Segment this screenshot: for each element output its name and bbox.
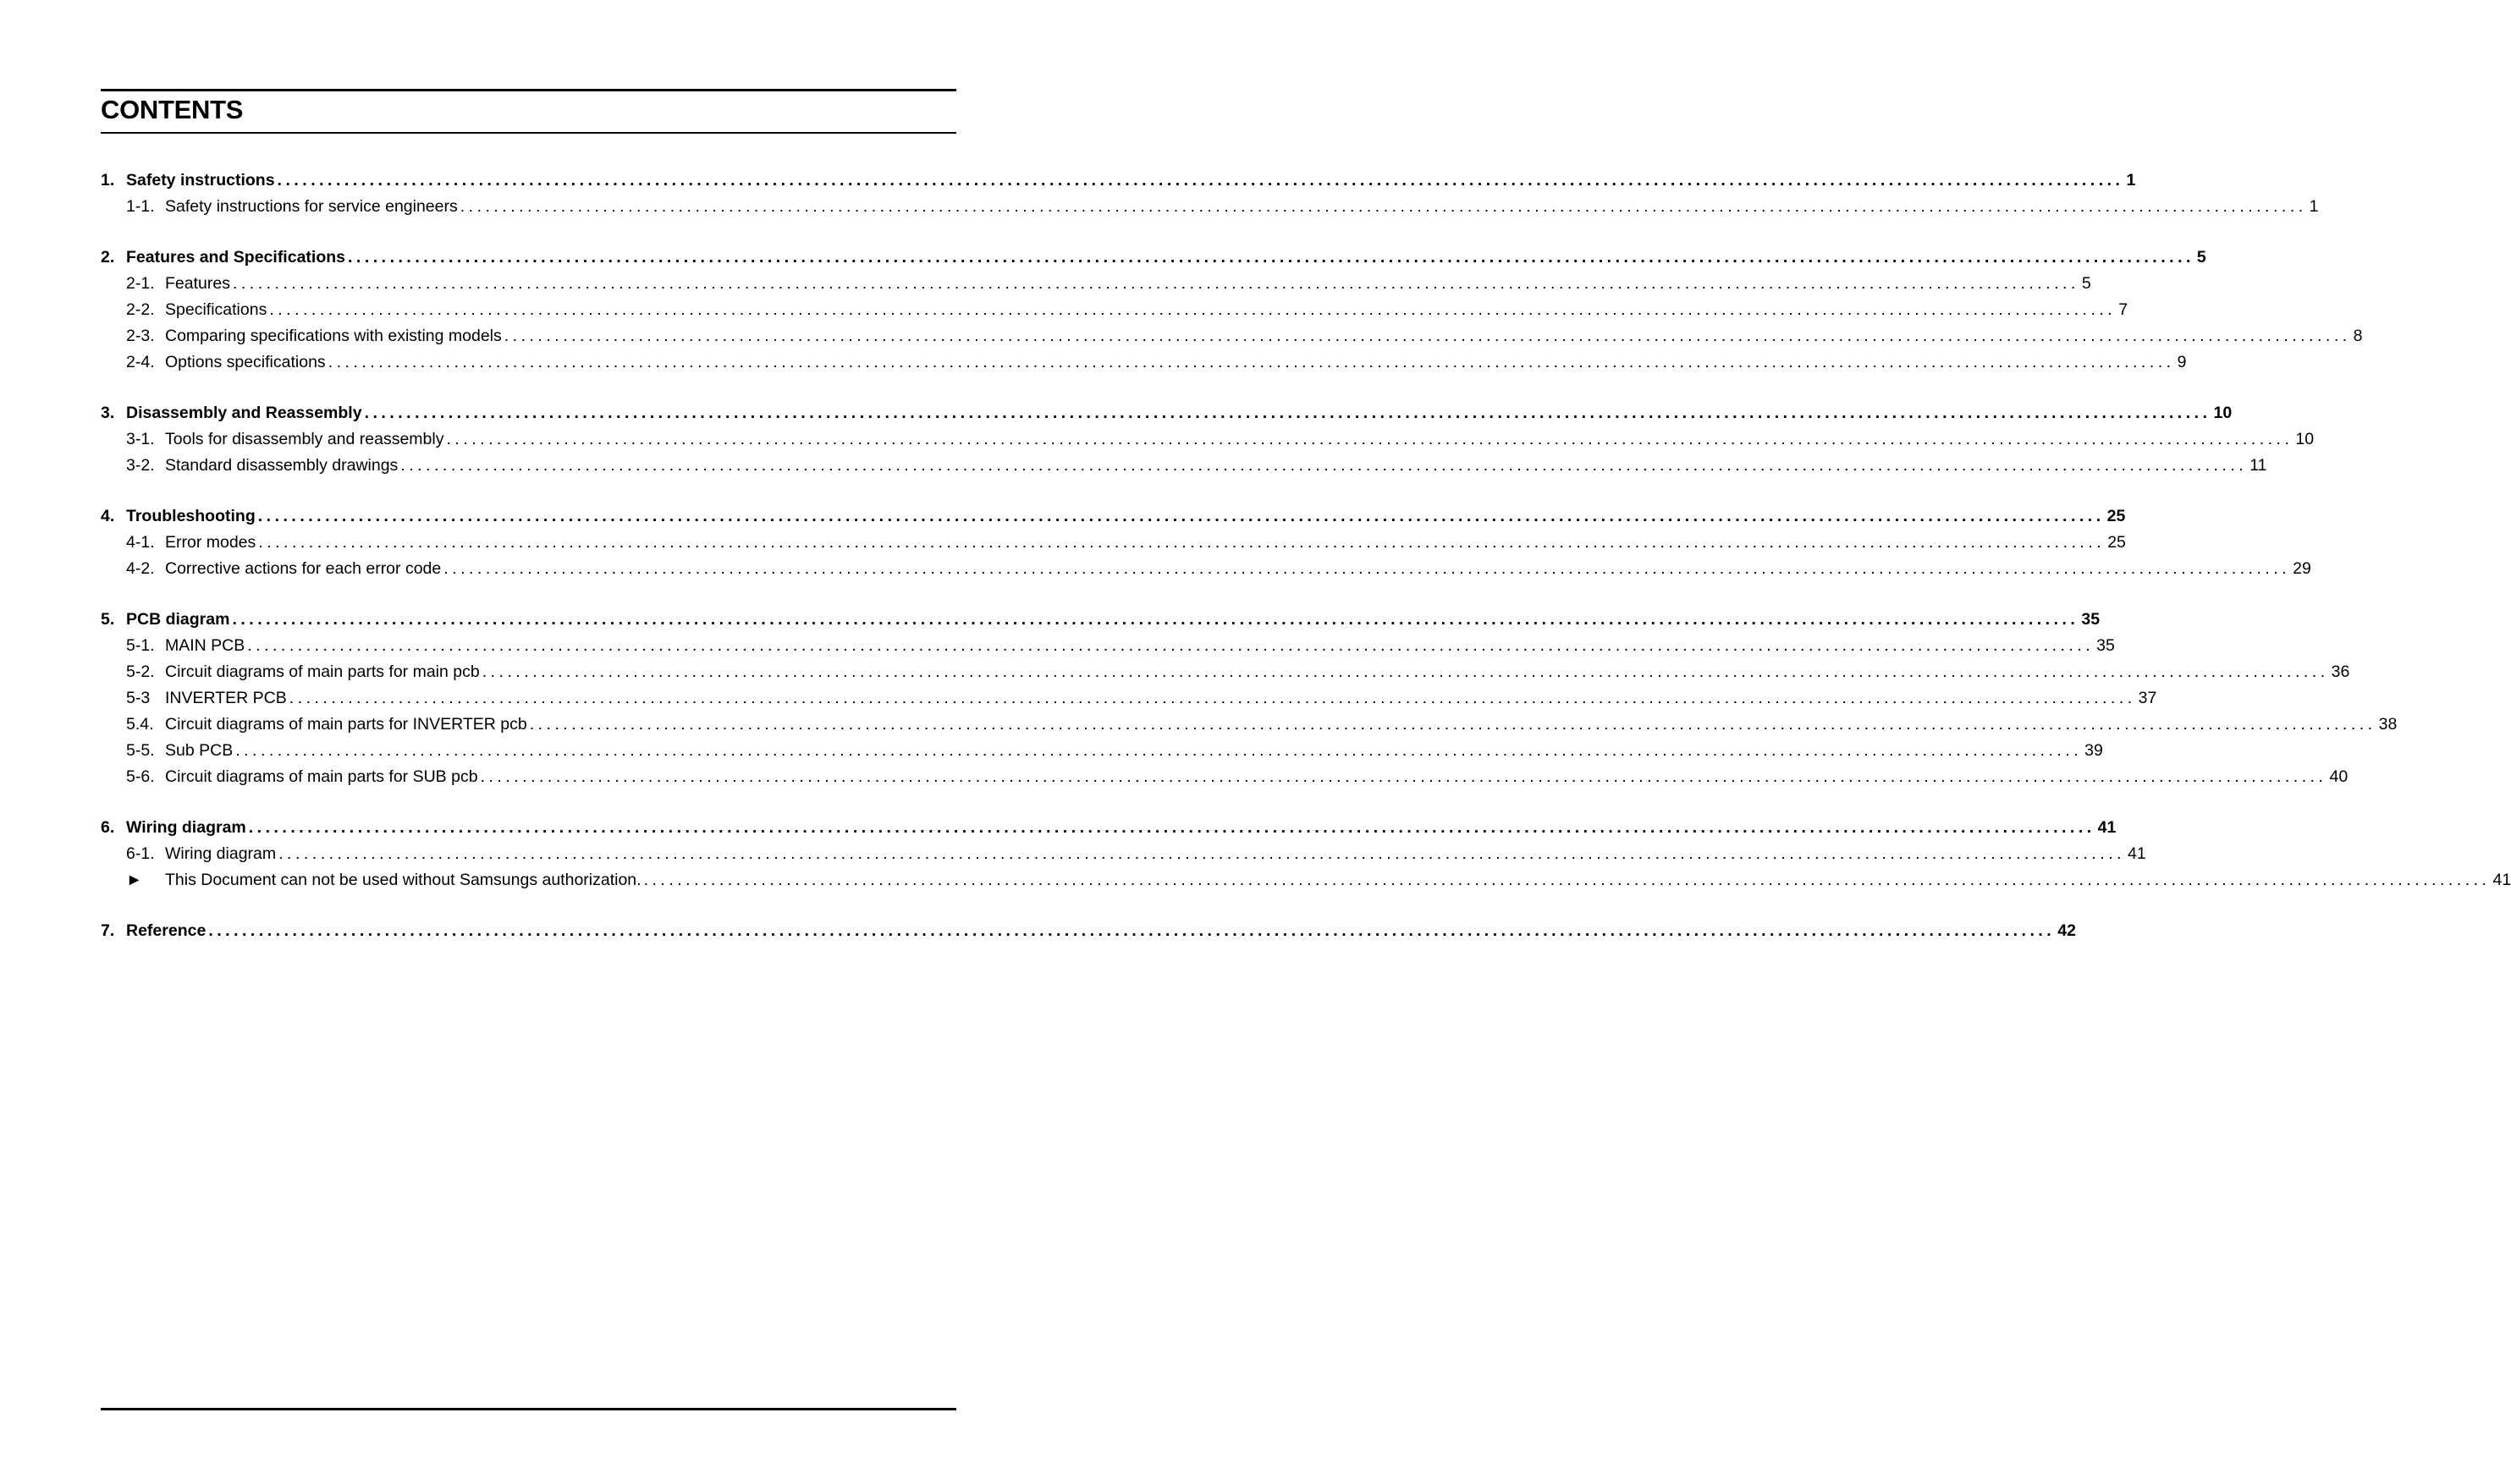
toc-number: 2-1. bbox=[126, 274, 155, 293]
toc-subsection-entry[interactable] bbox=[101, 685, 2157, 712]
toc-title: Sub PCB bbox=[165, 741, 234, 760]
dot-leader: ............................................................................................................................................................................................................................ bbox=[289, 689, 2136, 707]
toc-title: Circuit diagrams of main parts for SUB pcb bbox=[165, 767, 478, 786]
toc-title: Reference bbox=[126, 921, 206, 940]
toc-page-number: 35 bbox=[2081, 610, 2101, 629]
dot-leader: ............................................................................................................................................................................................................................ bbox=[232, 610, 2079, 629]
toc-title: Circuit diagrams of main parts for main pcb bbox=[165, 662, 480, 681]
bottom-rule bbox=[101, 1408, 956, 1410]
toc-page-number: 35 bbox=[2096, 636, 2115, 655]
dot-leader: ............................................................................................................................................................................................................................ bbox=[278, 844, 2126, 863]
dot-leader: ............................................................................................................................................................................................................................ bbox=[248, 818, 2095, 837]
toc-title: Error modes bbox=[165, 533, 256, 552]
toc-subsection-entry[interactable] bbox=[101, 738, 2103, 764]
toc-number: 4. bbox=[101, 507, 115, 525]
toc-number: 3-2. bbox=[126, 456, 155, 475]
toc-page-number: 39 bbox=[2084, 741, 2103, 760]
toc-number: 7. bbox=[101, 921, 115, 940]
toc-section bbox=[101, 607, 2398, 790]
toc-title: Features bbox=[165, 274, 230, 293]
dot-leader: ............................................................................................................................................................................................................................ bbox=[328, 353, 2175, 371]
toc-title: Specifications bbox=[165, 300, 267, 319]
dot-leader: ............................................................................................................................................................................................................................ bbox=[400, 456, 2248, 475]
toc-number: 1. bbox=[101, 171, 115, 190]
toc-page-number: 10 bbox=[2213, 404, 2233, 422]
toc-number: 5. bbox=[101, 610, 115, 629]
toc-title: Circuit diagrams of main parts for INVERTER pcb bbox=[165, 715, 527, 734]
dot-leader: ............................................................................................................................................................................................................................ bbox=[529, 715, 2376, 734]
dot-leader: ............................................................................................................................................................................................................................ bbox=[460, 197, 2307, 216]
top-rule bbox=[101, 89, 956, 91]
toc-subsection-entry[interactable] bbox=[101, 426, 2315, 453]
toc-title: Corrective actions for each error code bbox=[165, 559, 442, 578]
toc-subsection-entry[interactable] bbox=[101, 297, 2128, 323]
toc-chapter-entry[interactable] bbox=[101, 607, 2101, 633]
toc-number: 2-2. bbox=[126, 300, 155, 319]
toc-page-number: 42 bbox=[2057, 921, 2076, 940]
toc-subsection-entry[interactable] bbox=[101, 271, 2091, 297]
dot-leader: ............................................................................................................................................................................................................................ bbox=[643, 871, 2491, 889]
toc-number: 2-4. bbox=[126, 353, 155, 371]
toc-subsection-entry[interactable] bbox=[101, 712, 2398, 738]
toc-page-number: 37 bbox=[2138, 689, 2157, 707]
toc-title: Comparing specifications with existing models bbox=[165, 327, 502, 345]
dot-leader: ............................................................................................................................................................................................................................ bbox=[504, 327, 2351, 345]
toc-section bbox=[101, 245, 2363, 376]
dot-leader: ............................................................................................................................................................................................................................ bbox=[348, 248, 2194, 267]
toc-subsection-entry[interactable] bbox=[101, 556, 2311, 582]
toc-number: 4-2. bbox=[126, 559, 155, 578]
dot-leader: ............................................................................................................................................................................................................................ bbox=[446, 430, 2293, 448]
dot-leader: ............................................................................................................................................................................................................................ bbox=[480, 767, 2327, 786]
toc-subsection-entry[interactable] bbox=[101, 764, 2349, 790]
toc-page-number: 9 bbox=[2177, 353, 2187, 371]
toc-number: 5-5. bbox=[126, 741, 155, 760]
dot-leader: ............................................................................................................................................................................................................................ bbox=[208, 921, 2056, 940]
toc-chapter-entry[interactable] bbox=[101, 400, 2233, 426]
toc-number: 6-1. bbox=[126, 844, 155, 863]
toc-number: 3-1. bbox=[126, 430, 155, 448]
dot-leader: ............................................................................................................................................................................................................................ bbox=[269, 300, 2117, 319]
toc-section bbox=[101, 503, 2311, 582]
toc-page-number: 25 bbox=[2106, 507, 2126, 525]
toc-title: Features and Specifications bbox=[126, 248, 345, 267]
toc-subsection-entry[interactable] bbox=[101, 349, 2187, 376]
toc-number: 5-3 bbox=[126, 689, 151, 707]
toc-subsection-entry[interactable] bbox=[101, 841, 2146, 867]
toc-subsection-entry[interactable] bbox=[101, 633, 2115, 659]
toc-section bbox=[101, 815, 2511, 893]
toc-number: ► bbox=[126, 871, 143, 889]
toc-page-number: 41 bbox=[2097, 818, 2117, 837]
dot-leader: ............................................................................................................................................................................................................................ bbox=[364, 404, 2211, 422]
toc-subsection-entry[interactable] bbox=[101, 530, 2126, 556]
toc-subsection-entry[interactable] bbox=[101, 867, 2511, 893]
toc-page-number: 1 bbox=[2309, 197, 2319, 216]
toc-title: Safety instructions bbox=[126, 171, 275, 190]
toc-page-number: 25 bbox=[2107, 533, 2126, 552]
toc-page-number: 38 bbox=[2378, 715, 2398, 734]
toc-subsection-entry[interactable] bbox=[101, 194, 2319, 220]
toc-title: INVERTER PCB bbox=[165, 689, 287, 707]
toc-subsection-entry[interactable] bbox=[101, 659, 2350, 685]
toc-page-number: 40 bbox=[2329, 767, 2349, 786]
toc-number: 2. bbox=[101, 248, 115, 267]
toc-section bbox=[101, 918, 2076, 944]
dot-leader: ............................................................................................................................................................................................................................ bbox=[247, 636, 2095, 655]
toc-page-number: 41 bbox=[2492, 871, 2511, 889]
dot-leader: ............................................................................................................................................................................................................................ bbox=[257, 507, 2105, 525]
toc-title: Options specifications bbox=[165, 353, 326, 371]
toc-chapter-entry[interactable] bbox=[101, 815, 2117, 841]
toc-number: 5-1. bbox=[126, 636, 155, 655]
toc-section bbox=[101, 168, 2319, 220]
toc-title: Troubleshooting bbox=[126, 507, 256, 525]
toc-title: MAIN PCB bbox=[165, 636, 245, 655]
toc-section bbox=[101, 400, 2315, 479]
toc-title: Safety instructions for service engineers bbox=[165, 197, 458, 216]
toc-page-number: 36 bbox=[2331, 662, 2350, 681]
toc-page-number: 11 bbox=[2249, 456, 2267, 475]
table-of-contents bbox=[101, 168, 2511, 969]
dot-leader: ............................................................................................................................................................................................................................ bbox=[443, 559, 2291, 578]
toc-number: 3. bbox=[101, 404, 115, 422]
toc-page-number: 10 bbox=[2295, 430, 2315, 448]
toc-number: 5.4. bbox=[126, 715, 154, 734]
toc-page-number: 41 bbox=[2128, 844, 2146, 863]
toc-number: 2-3. bbox=[126, 327, 155, 345]
toc-page-number: 5 bbox=[2196, 248, 2206, 267]
dot-leader: ............................................................................................................................................................................................................................ bbox=[277, 171, 2124, 190]
toc-page-number: 29 bbox=[2293, 559, 2311, 578]
toc-subsection-entry[interactable] bbox=[101, 323, 2363, 349]
toc-chapter-entry[interactable] bbox=[101, 168, 2136, 194]
toc-title: This Document can not be used without Samsungs authorization. bbox=[165, 871, 642, 889]
toc-title: Wiring diagram bbox=[165, 844, 277, 863]
toc-page-number: 1 bbox=[2126, 171, 2136, 190]
toc-chapter-entry[interactable] bbox=[101, 245, 2206, 271]
dot-leader: ............................................................................................................................................................................................................................ bbox=[232, 274, 2079, 293]
toc-title: Standard disassembly drawings bbox=[165, 456, 399, 475]
toc-number: 4-1. bbox=[126, 533, 155, 552]
toc-title: PCB diagram bbox=[126, 610, 230, 629]
toc-title: Tools for disassembly and reassembly bbox=[165, 430, 444, 448]
dot-leader: ............................................................................................................................................................................................................................ bbox=[482, 662, 2329, 681]
toc-page-number: 7 bbox=[2118, 300, 2128, 319]
dot-leader: ............................................................................................................................................................................................................................ bbox=[258, 533, 2106, 552]
toc-chapter-entry[interactable] bbox=[101, 918, 2076, 944]
toc-chapter-entry[interactable] bbox=[101, 503, 2126, 530]
toc-number: 1-1. bbox=[126, 197, 155, 216]
toc-number: 5-2. bbox=[126, 662, 155, 681]
toc-subsection-entry[interactable] bbox=[101, 453, 2267, 479]
toc-title: Disassembly and Reassembly bbox=[126, 404, 362, 422]
toc-title: Wiring diagram bbox=[126, 818, 246, 837]
toc-page-number: 8 bbox=[2353, 327, 2363, 345]
toc-number: 5-6. bbox=[126, 767, 155, 786]
dot-leader: ............................................................................................................................................................................................................................ bbox=[235, 741, 2083, 760]
toc-number: 6. bbox=[101, 818, 115, 837]
title-underline bbox=[101, 132, 956, 134]
toc-page-number: 5 bbox=[2081, 274, 2091, 293]
page-title: CONTENTS bbox=[101, 95, 244, 124]
